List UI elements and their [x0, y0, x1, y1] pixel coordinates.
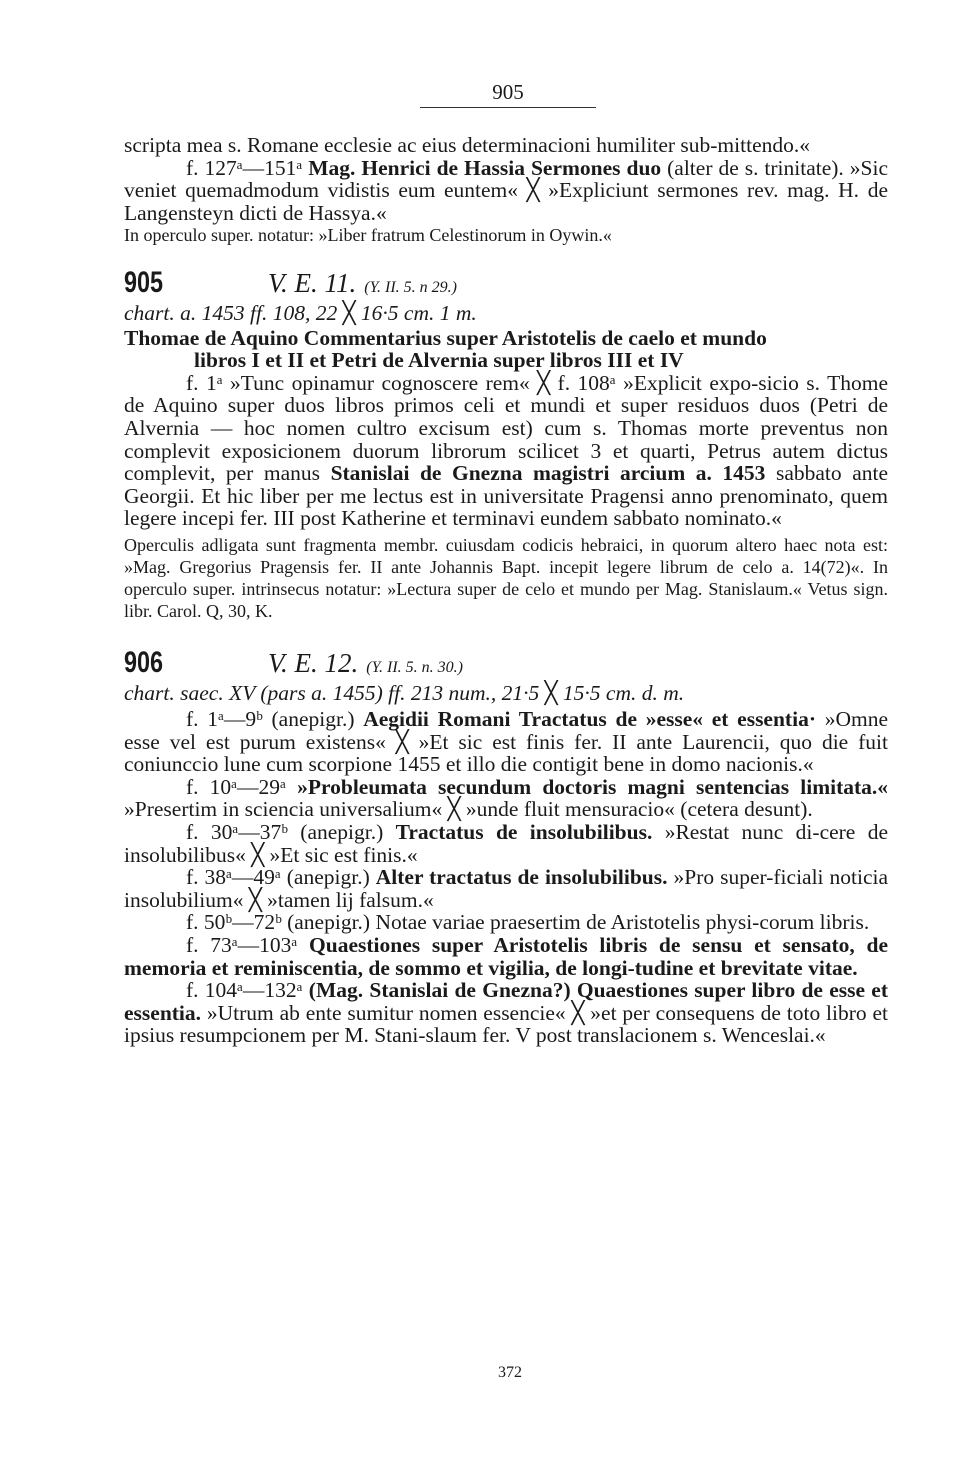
old-signature: (Y. II. 5. n 29.)	[364, 279, 458, 297]
content-item	[124, 934, 888, 979]
item-folio: f. 1ᵃ—9ᵇ (anepigr.)	[186, 707, 355, 732]
item-folio: f. 104ᵃ—132ᵃ	[186, 978, 303, 1003]
item-title: Alter tractatus de insolubilibus.	[375, 865, 668, 890]
item-text: »Pro super-ficiali noticia insolubilium« ╳ »tamen lij falsum.«	[124, 865, 889, 912]
entry-905-title	[124, 327, 888, 372]
page-number: 372	[498, 1364, 522, 1381]
shelf-signature: V. E. 12.	[268, 647, 359, 678]
item-folio: f. 38ᵃ—49ᵃ (anepigr.)	[186, 865, 370, 890]
entry-905-note: Operculis adligata sunt fragmenta membr. cuiusdam codicis hebraici, in quorum altero haec nota est: »Mag. Gregorius Pragensis fer. II ante Johannis Bapt. incepit legere librum de celo a. 14(72)«. In operculo super. intrinsecus notatur: »Lectura super de celo et mundo per Mag. Stanislaum.« Vetus sign. libr. Carol. Q, 30, K.	[124, 534, 888, 621]
entry-906-heading	[124, 645, 888, 680]
entry-905-heading	[124, 266, 888, 300]
shelf-signature: V. E. 11.	[268, 268, 357, 299]
content-item	[124, 776, 888, 821]
entry-number: 905	[124, 266, 164, 300]
carryover-item	[124, 157, 888, 225]
item-text: »Presertim in sciencia universalium« ╳ »unde fluit mensuracio« (cetera desunt).	[124, 797, 813, 822]
item-title: Quaestiones super Aristotelis libris de sensu et sensato, de memoria et reminiscentia, de sommo et vigilia, de longi-tudine et brevitate vitae.	[124, 933, 889, 980]
item-text: Notae variae praesertim de Aristotelis physi-corum libris.	[375, 910, 870, 935]
description-text: f. 1ᵃ »Tunc opinamur cognoscere rem« ╳ f. 108ᵃ »Explicit expo-sicio s. Thome de Aquino super duos libros primos celi et mundi et super residuos duos (Petri de Alvernia — hoc nomen cultro excisum est) cum s. Thomas morte preventus non complevit exposicionem duorum librorum scilicet 3 et quarti, Petrus autem dictus complevit, per manus	[124, 370, 888, 486]
content-item	[124, 708, 888, 776]
item-title: Aegidii Romani Tractatus de »esse« et essentia·	[363, 707, 816, 732]
title-line: libros I et II et Petri de Alvernia super libros III et IV	[194, 348, 684, 373]
entry-905-description	[124, 372, 888, 530]
entry-number: 906	[124, 645, 164, 679]
content-item	[124, 979, 888, 1047]
running-head: 905	[492, 80, 524, 104]
carryover-text: scripta mea s. Romane ecclesie ac eius determinacioni humiliter sub-mittendo.«	[124, 133, 810, 157]
item-title: »Probleumata secundum doctoris magni sentencias limitata.«	[297, 774, 889, 799]
physical-description: chart. a. 1453 ff. 108, 22 ╳ 16·5 cm. 1 m.	[124, 300, 477, 325]
item-folio: f. 127ᵃ—151ᵃ	[186, 155, 303, 180]
header-rule	[420, 107, 596, 108]
physical-description: chart. saec. XV (pars a. 1455) ff. 213 num., 21·5 ╳ 15·5 cm. d. m.	[124, 680, 685, 705]
content-item	[124, 821, 888, 866]
item-text: (alter de s. trinitate). »Sic veniet quemadmodum vidistis eum euntem« ╳ »Expliciunt sermones rev. mag. H. de Langensteyn dicti de Hassya.«	[124, 155, 888, 225]
content-item	[124, 911, 888, 934]
scribe-name: Stanislai de Gnezna magistri arcium a. 1453	[330, 461, 766, 486]
item-title: Mag. Henrici de Hassia Sermones duo	[308, 155, 662, 180]
item-folio: f. 10ᵃ—29ᵃ	[186, 774, 286, 799]
item-folio: f. 30ᵃ—37ᵇ (anepigr.)	[186, 820, 384, 845]
page-body	[124, 134, 888, 1047]
item-text: »Omne esse vel est purum existens« ╳ »Et sic est finis fer. II ante Laurencii, quo die fuit coniunccio lune cum scorpione 1455 et illo die contigit bene in domo nacionis.«	[124, 707, 889, 777]
item-title: (Mag. Stanislai de Gnezna?) Quaestiones super libro de esse et essentia.	[124, 978, 888, 1025]
item-text: »Utrum ab ente sumitur nomen essencie« ╳ »et per consequens de toto libro et ipsius resumpcionem per M. Stani-slaum fer. V post translacionem s. Wenceslai.«	[124, 1000, 888, 1048]
item-text: »Restat nunc di-cere de insolubilibus« ╳ »Et sic est finis.«	[124, 820, 889, 867]
content-item	[124, 866, 888, 911]
item-folio: f. 73ᵃ—103ᵃ	[186, 933, 298, 958]
old-signature: (Y. II. 5. n. 30.)	[366, 658, 464, 676]
item-folio: f. 50ᵇ—72ᵇ (anepigr.)	[186, 910, 371, 935]
carryover-note: In operculo super. notatur: »Liber fratrum Celestinorum in Oywin.«	[124, 225, 612, 246]
title-line: Thomae de Aquino Commentarius super Aristotelis de caelo et mundo	[124, 325, 767, 350]
description-text: sabbato ante Georgii. Et hic liber per me lectus est in universitate Pragensi anno prenominato, quem legere incepi fer. III post Katherine et terminavi eundem sabbato nominato.«	[124, 461, 889, 531]
item-title: Tractatus de insolubilibus.	[395, 820, 653, 845]
